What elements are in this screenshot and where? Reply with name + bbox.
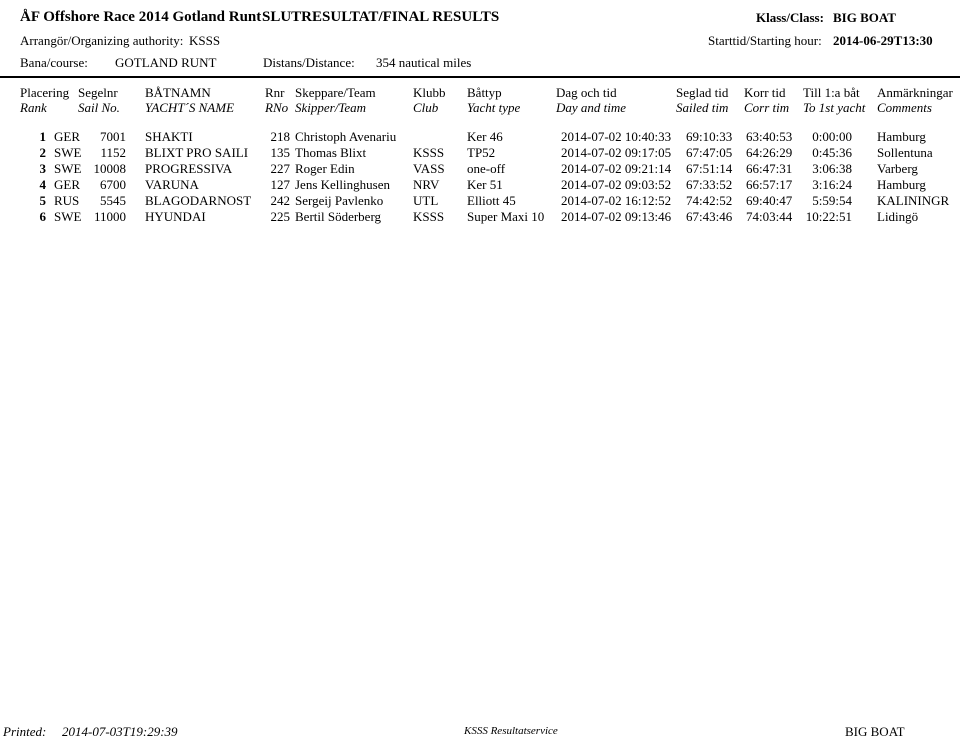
- corrected-time: 66:57:17: [746, 177, 793, 192]
- col-club-en: Club: [413, 100, 439, 115]
- sailed-time: 69:10:33: [686, 129, 733, 144]
- col-sail-en: Sail No.: [78, 100, 120, 115]
- header-rule: [0, 76, 960, 78]
- sail-number: 11000: [93, 209, 126, 224]
- finish-time: 2014-07-02 09:13:46: [561, 209, 672, 224]
- yacht-name: HYUNDAI: [145, 209, 206, 224]
- skipper: Sergeij Pavlenko: [295, 193, 384, 208]
- yacht-type: Elliott 45: [467, 193, 516, 208]
- col-type-en: Yacht type: [467, 100, 521, 115]
- club: KSSS: [413, 145, 445, 160]
- race-title: ÅF Offshore Race 2014 Gotland Runt: [20, 9, 262, 25]
- yacht-name: BLIXT PRO SAILI: [145, 145, 249, 160]
- sailed-time: 67:51:14: [686, 161, 733, 176]
- finish-time: 2014-07-02 09:17:05: [561, 145, 672, 160]
- to-first-yacht: 0:00:00: [812, 129, 852, 144]
- col-sailed-sv: Seglad tid: [676, 85, 729, 100]
- race-number: 242: [270, 193, 290, 208]
- skipper: Jens Kellinghusen: [295, 177, 390, 192]
- club: NRV: [413, 177, 440, 192]
- col-name-en: YACHT´S NAME: [145, 100, 235, 115]
- col-skipper-sv: Skeppare/Team: [295, 85, 376, 100]
- col-tofirst-sv: Till 1:a båt: [803, 85, 860, 100]
- sail-number: 10008: [93, 161, 126, 176]
- class-label: Klass/Class:: [756, 10, 824, 25]
- course-label: Bana/course:: [20, 55, 88, 70]
- race-number: 225: [270, 209, 290, 224]
- corrected-time: 69:40:47: [746, 193, 793, 208]
- yacht-name: PROGRESSIVA: [145, 161, 233, 176]
- organizer-value: KSSS: [189, 33, 221, 48]
- nationality: SWE: [54, 145, 82, 160]
- col-type-sv: Båttyp: [467, 85, 502, 100]
- skipper: Thomas Blixt: [295, 145, 367, 160]
- col-sail-sv: Segelnr: [78, 85, 118, 100]
- col-comments-sv: Anmärkningar: [877, 85, 953, 100]
- to-first-yacht: 3:06:38: [812, 161, 852, 176]
- corrected-time: 64:26:29: [746, 145, 793, 160]
- sailed-time: 74:42:52: [686, 193, 733, 208]
- finish-time: 2014-07-02 09:03:52: [561, 177, 672, 192]
- sail-number: 5545: [100, 193, 126, 208]
- sail-number: 7001: [100, 129, 126, 144]
- col-skipper-en: Skipper/Team: [295, 100, 367, 115]
- club: [413, 129, 463, 145]
- nationality: SWE: [54, 161, 82, 176]
- yacht-type: one-off: [467, 161, 506, 176]
- rank: 3: [39, 161, 46, 176]
- yacht-type: TP52: [467, 145, 496, 160]
- skipper: Christoph Avenariu: [295, 129, 397, 144]
- nationality: GER: [54, 177, 80, 192]
- rank: 1: [39, 129, 46, 144]
- results-title: SLUTRESULTAT/FINAL RESULTS: [262, 9, 500, 25]
- club: UTL: [413, 193, 439, 208]
- finish-time: 2014-07-02 09:21:14: [561, 161, 672, 176]
- distance-label: Distans/Distance:: [263, 55, 355, 70]
- race-number: 218: [270, 129, 290, 144]
- table-row: [0, 177, 960, 193]
- to-first-yacht: 5:59:54: [812, 193, 852, 208]
- printed-value: 2014-07-03T19:29:39: [62, 724, 178, 739]
- col-rank-en: Rank: [20, 100, 47, 115]
- rank: 6: [39, 209, 46, 224]
- rank: 4: [39, 177, 46, 192]
- table-row: [0, 193, 960, 209]
- corrected-time: 74:03:44: [746, 209, 793, 224]
- col-comments-en: Comments: [877, 100, 932, 115]
- col-name-sv: BÅTNAMN: [145, 85, 211, 100]
- printed-label: Printed:: [3, 724, 47, 739]
- table-row: [0, 209, 960, 225]
- yacht-name: BLAGODARNOST: [145, 193, 252, 208]
- finish-time: 2014-07-02 10:40:33: [561, 129, 672, 144]
- nationality: GER: [54, 129, 80, 144]
- col-sailed-en: Sailed tim: [676, 100, 729, 115]
- table-row: [0, 145, 960, 161]
- class-value: BIG BOAT: [833, 10, 896, 25]
- comments: Lidingö: [877, 209, 919, 224]
- organizer-label: Arrangör/Organizing authority:: [20, 33, 184, 48]
- footer-class: BIG BOAT: [845, 724, 905, 739]
- nationality: RUS: [54, 193, 80, 208]
- start-value: 2014-06-29T13:30: [833, 33, 933, 48]
- yacht-type: Ker 51: [467, 177, 503, 192]
- race-number: 135: [270, 145, 290, 160]
- yacht-name: SHAKTI: [145, 129, 193, 144]
- start-label: Starttid/Starting hour:: [708, 33, 822, 48]
- col-corr-sv: Korr tid: [744, 85, 786, 100]
- sailed-time: 67:43:46: [686, 209, 733, 224]
- club: KSSS: [413, 209, 445, 224]
- to-first-yacht: 10:22:51: [805, 209, 852, 224]
- table-row: [0, 129, 960, 145]
- yacht-name: VARUNA: [145, 177, 199, 192]
- comments: Hamburg: [877, 129, 926, 144]
- rank: 5: [39, 193, 46, 208]
- footer-service: KSSS Resultatservice: [464, 725, 558, 737]
- comments: Hamburg: [877, 177, 926, 192]
- col-corr-en: Corr tim: [744, 100, 790, 115]
- skipper: Bertil Söderberg: [295, 209, 382, 224]
- finish-time: 2014-07-02 16:12:52: [561, 193, 672, 208]
- col-rnr-en: RNo: [265, 100, 289, 115]
- sail-number: 6700: [100, 177, 126, 192]
- race-number: 127: [270, 177, 290, 192]
- club: VASS: [413, 161, 445, 176]
- race-number: 227: [270, 161, 290, 176]
- distance-value: 354 nautical miles: [376, 55, 472, 70]
- table-row: [0, 161, 960, 177]
- to-first-yacht: 3:16:24: [812, 177, 852, 192]
- comments: Varberg: [877, 161, 918, 176]
- yacht-type: Super Maxi 10: [467, 209, 545, 224]
- yacht-type: Ker 46: [467, 129, 503, 144]
- to-first-yacht: 0:45:36: [812, 145, 852, 160]
- rank: 2: [39, 145, 46, 160]
- nationality: SWE: [54, 209, 82, 224]
- sailed-time: 67:47:05: [686, 145, 733, 160]
- skipper: Roger Edin: [295, 161, 355, 176]
- col-rnr-sv: Rnr: [265, 85, 285, 100]
- sailed-time: 67:33:52: [686, 177, 733, 192]
- col-club-sv: Klubb: [413, 85, 446, 100]
- col-finish-sv: Dag och tid: [556, 85, 617, 100]
- comments: KALININGR: [877, 193, 950, 208]
- col-finish-en: Day and time: [556, 100, 627, 115]
- corrected-time: 63:40:53: [746, 129, 793, 144]
- comments: Sollentuna: [877, 145, 933, 160]
- course-value: GOTLAND RUNT: [115, 55, 217, 70]
- sail-number: 1152: [100, 145, 126, 160]
- col-tofirst-en: To 1st yacht: [803, 100, 866, 115]
- corrected-time: 66:47:31: [746, 161, 793, 176]
- col-rank-sv: Placering: [20, 85, 70, 100]
